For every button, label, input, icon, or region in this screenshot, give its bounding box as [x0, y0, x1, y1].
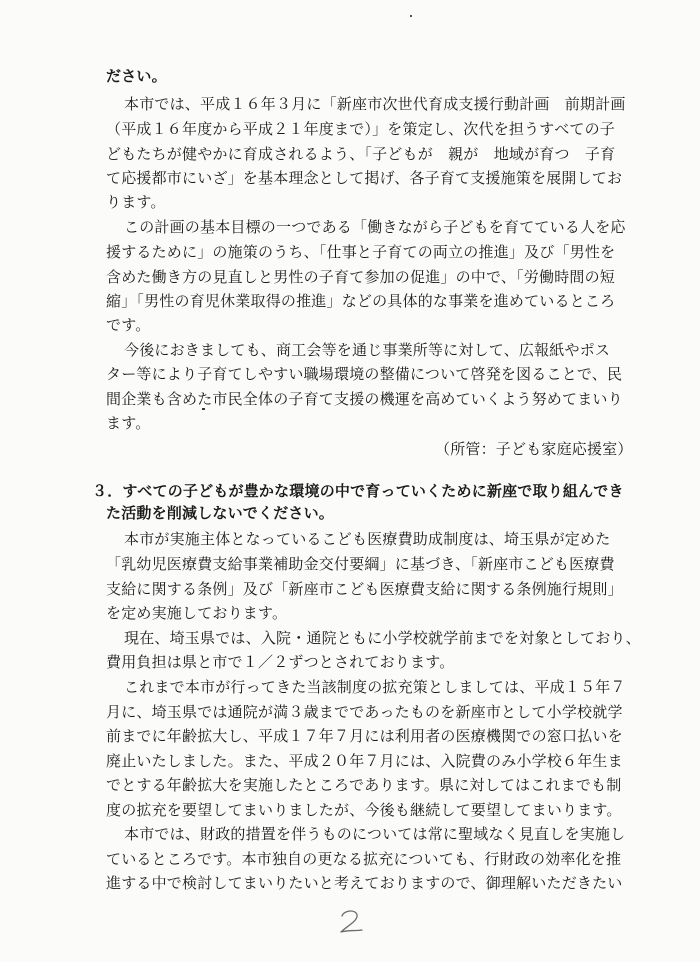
s3-p4-line2: ているところです。本市独自の更なる拡充についても、行財政の効率化を推	[106, 850, 622, 868]
s3-p2-line1: 現在、埼玉県では、入院・通院ともに小学校就学前までを対象としており、	[124, 629, 641, 647]
s3-p3-line1: これまで本市が行ってきた当該制度の拡充策としましては、平成１５年７	[124, 678, 626, 696]
prev-p3-line1: 今後におきましても、商工会等を通じ事業所等に対して、広報紙やポス	[124, 341, 611, 359]
prev-p2-line3: 含めた働き方の見直しと男性の子育て参加の促進」の中で、「労働時間の短	[106, 268, 616, 286]
s3-p3-line2: 月に、埼玉県では通院が満３歳までであったものを新座市として小学校就学	[106, 703, 623, 721]
handwritten-page-number	[336, 906, 366, 936]
s3-p1-line2: 「乳幼児医療費支給事業補助金交付要綱」に基づき、「新座市こども医療費	[106, 555, 615, 573]
s3-p1-line3: 支給に関する条例」及び「新座市こども医療費支給に関する条例施行規則」	[106, 580, 623, 598]
scan-speck	[410, 15, 412, 17]
prev-section-tail: ださい。	[106, 67, 167, 85]
prev-p1-line2: （平成１６年度から平成２１年度まで）」を策定し、次代を担うすべての子	[106, 120, 616, 138]
s3-p4-line3: 進する中で検討してまいりたいと考えておりますので、御理解いただきたい	[106, 874, 623, 892]
scan-dot	[202, 408, 205, 410]
s3-p1-line1: 本市が実施主体となっているこども医療費助成制度は、埼玉県が定めた	[124, 530, 611, 548]
section3-heading-line2: た活動を削減しないでください。	[106, 504, 335, 522]
s3-p3-line6: 度の拡充を要望してまいりましたが、今後も継続して要望してまいります。	[106, 801, 622, 819]
prev-p1-line1: 本市では、平成１６年３月に「新座市次世代育成支援行動計画 前期計画	[124, 95, 626, 113]
prev-p2-line4: 縮」「男性の育児休業取得の推進」などの具体的な事業を進めているところ	[106, 292, 616, 310]
attribution: （所管：子ども家庭応援室）	[435, 440, 633, 458]
prev-p3-line2: ター等により子育てしやすい職場環境の整備について啓発を図ることで、民	[106, 365, 623, 383]
prev-p2-line2: 援するために」の施策のうち、「仕事と子育ての両立の推進」及び「男性を	[106, 243, 616, 261]
prev-p2-line1: この計画の基本目標の一つである「働きながら子どもを育てている人を応	[124, 218, 626, 236]
prev-p1-line3: どもたちが健やかに育成されるよう、「子どもが 親が 地域が育つ 子育	[106, 145, 616, 163]
s3-p3-line5: でとする年齢拡大を実施したところであります。県に対してはこれまでも制	[106, 776, 622, 794]
prev-p1-line5: ります。	[106, 193, 166, 211]
s3-p2-line2: 費用負担は県と市で１／２ずつとされております。	[106, 653, 455, 671]
s3-p1-line4: を定め実施しております。	[106, 604, 288, 622]
prev-p1-line4: て応援都市にいざ」を基本理念として掲げ、各子育て支援施策を展開してお	[106, 169, 623, 187]
s3-p3-line3: 前までに年齢拡大し、平成１７年７月には利用者の医療機関での窓口払いを	[106, 727, 623, 745]
s3-p4-line1: 本市では、財政的措置を伴うものについては常に聖域なく見直しを実施し	[124, 825, 626, 843]
prev-p3-line4: ます。	[106, 414, 151, 432]
prev-p3-line3: 間企業も含めた市民全体の子育て支援の機運を高めていくよう努めてまいり	[106, 390, 623, 408]
section3-heading-line1: ３．すべての子どもが豊かな環境の中で育っていくために新座で取り組んでき	[92, 482, 624, 500]
s3-p3-line4: 廃止いたしました。また、平成２０年７月には、入院費のみ小学校６年生ま	[106, 752, 623, 770]
prev-p2-line5: です。	[106, 316, 151, 334]
